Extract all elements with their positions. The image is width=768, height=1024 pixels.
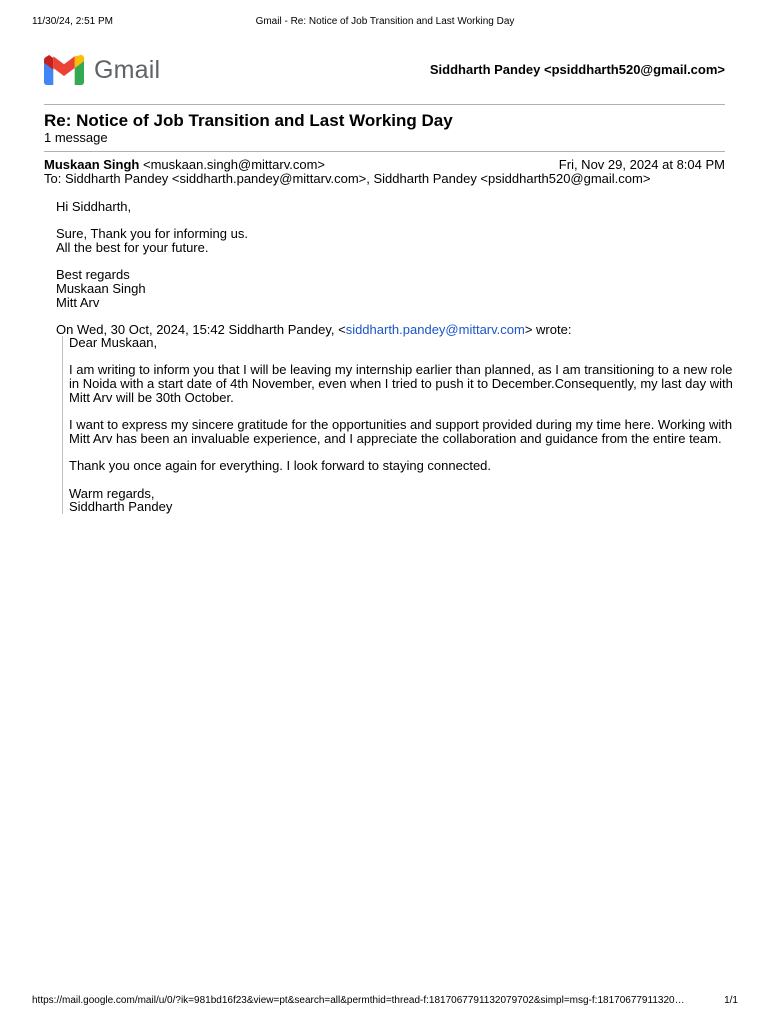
quoted-paragraph: I want to express my sincere gratitude for the opportunities and support provided during my time here. Working with Mitt Arv has been an invaluable experience, and I appreciate the collaboration and guidance from the entire team. — [69, 417, 733, 446]
print-url: https://mail.google.com/mail/u/0/?ik=981bd16f23&view=pt&search=all&permthid=thread-f:1817067791132079702&simpl=msg-f:18170677911320… — [32, 995, 685, 1006]
quote-attribution: On Wed, 30 Oct, 2024, 15:42 Siddharth Pandey, <siddharth.pandey@mittarv.com> wrote: — [56, 322, 572, 337]
body-line: Sure, Thank you for informing us. — [56, 226, 248, 242]
from-line — [44, 157, 325, 172]
quoted-sender-email-link[interactable]: siddharth.pandey@mittarv.com — [345, 322, 525, 337]
header-divider — [44, 104, 725, 105]
signature-company: Mitt Arv — [56, 294, 100, 310]
print-header — [32, 16, 738, 30]
account-identity: Siddharth Pandey <psiddharth520@gmail.com> — [429, 62, 725, 77]
recipients-line: To: Siddharth Pandey <siddharth.pandey@mittarv.com>, Siddharth Pandey <psiddharth520@gmail.com> — [44, 171, 651, 186]
header-row — [44, 54, 725, 86]
quoted-paragraph: Thank you once again for everything. I look forward to staying connected. — [69, 458, 492, 474]
quoted-message — [62, 336, 733, 514]
closing: Best regards — [56, 267, 130, 283]
body-line: All the best for your future. — [56, 240, 209, 256]
subject-divider — [44, 151, 725, 152]
quoted-paragraph: I am writing to inform you that I will be leaving my internship earlier than planned, as I am transitioning to a new role in Noida with a start date of 4th November, even when I tried to push it to December.Consequently, my last day with Mitt Arv will be 30th October. — [69, 362, 733, 405]
print-datetime: 11/30/24, 2:51 PM — [32, 16, 113, 27]
gmail-wordmark: Gmail — [94, 56, 161, 84]
print-footer — [32, 995, 738, 1009]
signature-name: Muskaan Singh — [56, 281, 146, 297]
message-date: Fri, Nov 29, 2024 at 8:04 PM — [558, 157, 725, 172]
message-count: 1 message — [44, 130, 108, 145]
quoted-greeting: Dear Muskaan, — [69, 335, 158, 350]
page-number: 1/1 — [724, 995, 738, 1006]
quoted-closing: Warm regards, — [69, 485, 155, 501]
quoted-signature: Siddharth Pandey — [69, 499, 173, 515]
print-document-title: Gmail - Re: Notice of Job Transition and Last Working Day — [255, 16, 515, 27]
sender-name: Muskaan Singh — [44, 157, 140, 172]
thread-subject: Re: Notice of Job Transition and Last Working Day — [44, 111, 453, 130]
sender-email: <muskaan.singh@mittarv.com> — [142, 157, 326, 172]
message-body — [56, 200, 726, 310]
greeting: Hi Siddharth, — [56, 199, 132, 214]
gmail-logo-icon — [44, 55, 84, 85]
gmail-logo — [44, 54, 160, 86]
